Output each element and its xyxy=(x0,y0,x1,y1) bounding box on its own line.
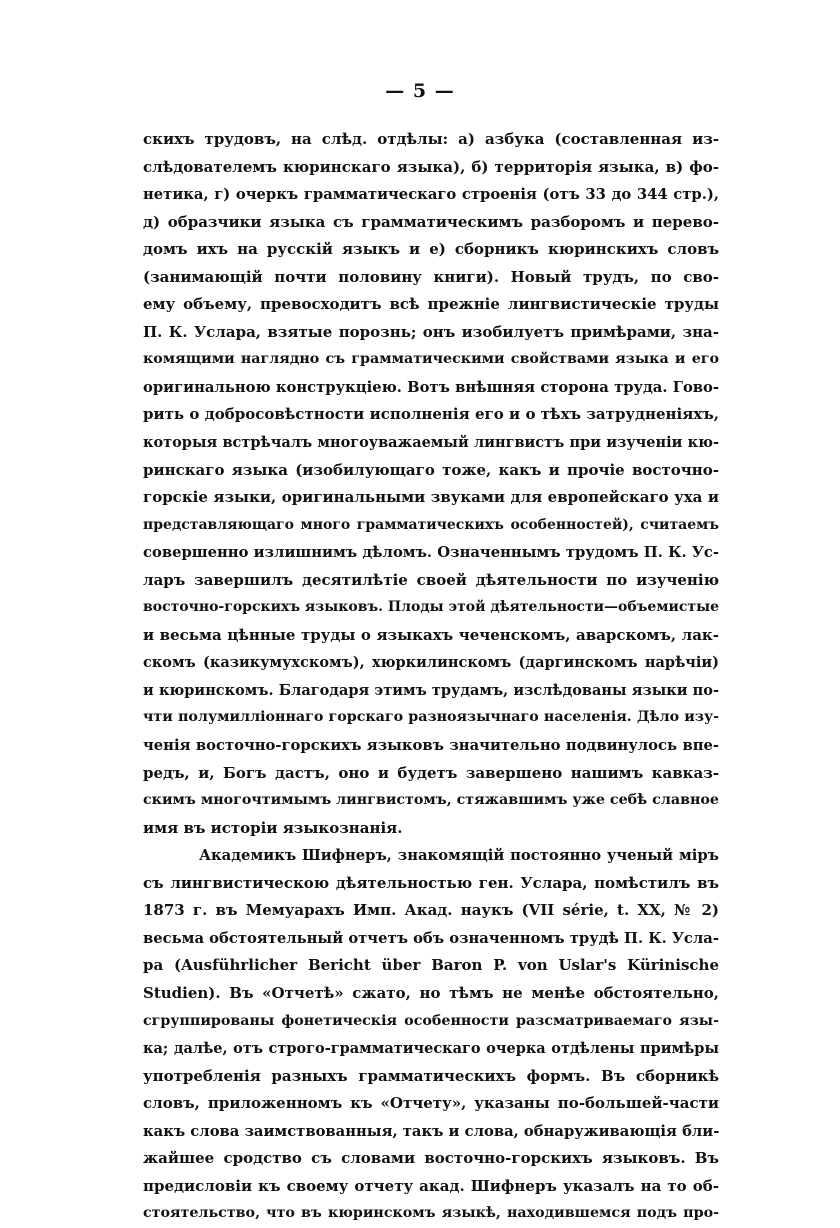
paragraph-2 xyxy=(143,842,719,1228)
text-line: оригинальною конструкціею. Вотъ внѣшняя сторона труда. Гово- xyxy=(143,378,719,396)
text-line: 1873 г. въ Мемуарахъ Имп. Акад. наукъ (VII série, t. XX, № 2) xyxy=(143,901,719,920)
text-line: словъ, приложенномъ къ «Отчету», указаны по-большей-части xyxy=(143,1094,719,1113)
text-line: рить о добросовѣстности исполненія его и о тѣхъ затрудненіяхъ, xyxy=(143,405,719,424)
text-line: стоятельство, что въ кюринскомъ языкѣ, находившемся подъ про- xyxy=(143,1205,719,1222)
text-line: д) образчики языка съ грамматическимъ разборомъ и перево- xyxy=(143,212,719,231)
text-line: комящими наглядно съ грамматическими свойствами языка и его xyxy=(143,351,719,368)
text-line: имя въ исторіи языкознанія. xyxy=(143,818,403,837)
text-line: предисловіи къ своему отчету акад. Шифнеръ указалъ на то об- xyxy=(143,1176,719,1195)
text-line: Studien). Въ «Отчетѣ» сжато, но тѣмъ не менѣе обстоятельно, xyxy=(143,983,719,1002)
text-line: скомъ (казикумухскомъ), хюркилинскомъ (даргинскомъ нарѣчіи) xyxy=(143,654,719,672)
text-line: Академикъ Шифнеръ, знакомящій постоянно ученый міръ xyxy=(199,847,719,865)
text-line: нетика, г) очеркъ грамматическаго строенія (отъ 33 до 344 стр.), xyxy=(143,186,719,204)
text-line: (занимающій почти половину книги). Новый трудъ, по сво- xyxy=(143,267,719,286)
text-line: скимъ многочтимымъ лингвистомъ, стяжавшимъ уже себѣ славное xyxy=(143,792,719,809)
text-line: употребленія разныхъ грамматическихъ формъ. Въ сборникѣ xyxy=(143,1066,719,1085)
text-line: которыя встрѣчалъ многоуважаемый лингвистъ при изученіи кю- xyxy=(143,434,719,452)
text-line: представляющаго много грамматическихъ особенностей), считаемъ xyxy=(143,516,719,533)
paragraph-1 xyxy=(143,126,719,842)
text-line: ра (Ausführlicher Bericht über Baron P. von Uslar's Kürinische xyxy=(143,956,719,975)
text-line: ему объему, превосходитъ всѣ прежніе лингвистическіе труды xyxy=(143,295,719,314)
text-line: и весьма цѣнные труды о языкахъ чеченскомъ, аварскомъ, лак- xyxy=(143,625,719,644)
text-line: жайшее сродство съ словами восточно-горскихъ языковъ. Въ xyxy=(143,1149,719,1168)
text-line: какъ слова заимствованныя, такъ и слова, обнаруживающія бли- xyxy=(143,1122,719,1140)
text-line: ринскаго языка (изобилующаго тоже, какъ и прочіе восточно- xyxy=(143,460,719,479)
text-line: ларъ завершилъ десятилѣтіе своей дѣятельности по изученію xyxy=(143,570,719,589)
text-line: слѣдователемъ кюринскаго языка), б) территорія языка, в) фо- xyxy=(143,157,719,176)
text-line: чти полумилліоннаго горскаго разноязычнаго населенія. Дѣло изу- xyxy=(143,709,719,726)
text-line: домъ ихъ на русскій языкъ и е) сборникъ кюринскихъ словъ xyxy=(143,240,719,259)
body-text xyxy=(143,126,719,1228)
page-number: — 5 — xyxy=(385,80,455,102)
text-line: восточно-горскихъ языковъ. Плоды этой дѣятельности—объемистые xyxy=(143,599,719,616)
text-line: ка; далѣе, отъ строго-грамматическаго очерка отдѣлены примѣры xyxy=(143,1040,719,1058)
text-line: П. К. Услара, взятые порознь; онъ изобилуетъ примѣрами, зна- xyxy=(143,322,719,341)
text-line: и кюринскомъ. Благодаря этимъ трудамъ, изслѣдованы языки по- xyxy=(143,681,719,699)
text-line: весьма обстоятельный отчетъ объ означенномъ трудѣ П. К. Усла- xyxy=(143,929,719,947)
text-line: скихъ трудовъ, на слѣд. отдѣлы: а) азбука (составленная из- xyxy=(143,130,719,148)
text-line: совершенно излишнимъ дѣломъ. Означеннымъ трудомъ П. К. Ус- xyxy=(143,544,719,562)
text-line: редъ, и, Богъ дастъ, оно и будетъ завершено нашимъ кавказ- xyxy=(143,763,719,782)
text-line: съ лингвистическою дѣятельностью ген. Услара, помѣстилъ въ xyxy=(143,873,719,892)
text-line: сгруппированы фонетическія особенности разсматриваемаго язы- xyxy=(143,1012,719,1029)
text-line: горскіе языки, оригинальными звуками для европейскаго уха и xyxy=(143,488,719,507)
text-line: ченія восточно-горскихъ языковъ значительно подвинулось впе- xyxy=(143,737,719,755)
